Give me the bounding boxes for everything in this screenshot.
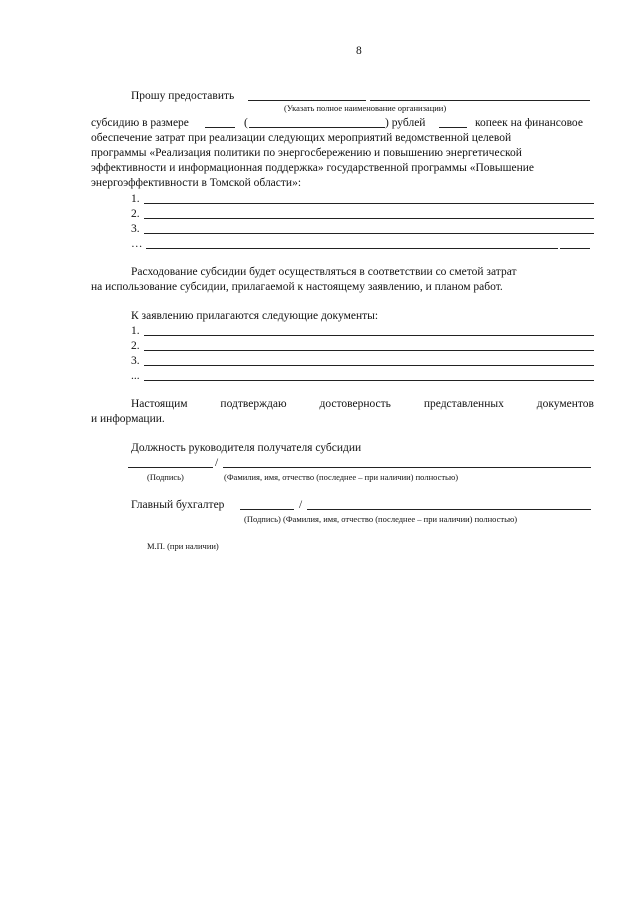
accountant-name-field[interactable] xyxy=(307,509,591,510)
confirmation-line-1 xyxy=(131,397,594,411)
subsidy-kopecks-label: копеек на финансовое xyxy=(475,117,583,129)
stamp-placeholder: М.П. (при наличии) xyxy=(147,541,219,551)
head-name-field[interactable] xyxy=(223,467,591,468)
expenditure-line-1: Расходование субсидии будет осуществляться в соответствии со сметой затрат xyxy=(131,266,517,278)
subsidy-text-line-3: программы «Реализация политики по энергосбережению и повышению энергетической xyxy=(91,147,522,159)
head-title: Должность руководителя получателя субсидии xyxy=(131,442,362,454)
accountant-slash: / xyxy=(299,499,303,511)
subsidy-open-paren: ( xyxy=(244,117,248,129)
accountant-signature-field[interactable] xyxy=(240,509,294,510)
attachment-field-more[interactable] xyxy=(144,380,594,381)
activity-field-more-b[interactable] xyxy=(560,248,590,249)
subsidy-amount-label: субсидию в размере xyxy=(91,117,189,129)
activity-field-3[interactable] xyxy=(144,233,594,234)
head-slash: / xyxy=(215,457,219,469)
attachment-number: 2. xyxy=(131,340,140,352)
org-name-hint: (Указать полное наименование организации) xyxy=(284,103,447,113)
accountant-hint: (Подпись) (Фамилия, имя, отчество (последнее – при наличии) полностью) xyxy=(244,514,518,524)
activity-number: 3. xyxy=(131,223,140,235)
attachments-heading: К заявлению прилагаются следующие документы: xyxy=(131,310,379,322)
org-name-field-b[interactable] xyxy=(370,100,590,101)
activity-number: … xyxy=(131,238,143,250)
confirm-word: Настоящим xyxy=(131,398,188,410)
attachment-field-1[interactable] xyxy=(144,335,594,336)
subsidy-text-line-2: обеспечение затрат при реализации следующих мероприятий ведомственной целевой xyxy=(91,132,512,144)
activity-number: 2. xyxy=(131,208,140,220)
head-name-hint: (Фамилия, имя, отчество (последнее – при наличии) полностью) xyxy=(224,472,459,482)
subsidy-text-line-4: эффективности и информационная поддержка» государственной программы «Повышение xyxy=(91,162,535,174)
head-signature-hint: (Подпись) xyxy=(147,472,184,482)
subsidy-text-line-5: энергоэффективности в Томской области»: xyxy=(91,177,302,189)
attachment-number: 3. xyxy=(131,355,140,367)
confirm-word: документов xyxy=(536,398,594,410)
attachment-field-3[interactable] xyxy=(144,365,594,366)
attachment-number: ... xyxy=(131,370,140,382)
head-signature-field[interactable] xyxy=(128,467,213,468)
accountant-title: Главный бухгалтер xyxy=(131,499,225,511)
confirm-word: подтверждаю xyxy=(220,398,287,410)
attachment-number: 1. xyxy=(131,325,140,337)
expenditure-line-2: на использование субсидии, прилагаемой к настоящему заявлению, и планом работ. xyxy=(91,281,503,293)
subsidy-amount-words-field[interactable] xyxy=(249,127,385,128)
subsidy-rubles-label: ) рублей xyxy=(385,117,426,129)
activity-field-2[interactable] xyxy=(144,218,594,219)
activity-field-1[interactable] xyxy=(144,203,594,204)
page-number: 8 xyxy=(356,45,362,57)
subsidy-amount-field[interactable] xyxy=(205,127,235,128)
activity-field-more-a[interactable] xyxy=(146,248,558,249)
confirmation-line-2: и информации. xyxy=(91,413,165,425)
subsidy-kopecks-field[interactable] xyxy=(439,127,467,128)
request-label: Прошу предоставить xyxy=(131,90,235,102)
activity-number: 1. xyxy=(131,193,140,205)
confirm-word: достоверность xyxy=(319,398,391,410)
attachment-field-2[interactable] xyxy=(144,350,594,351)
confirm-word: представленных xyxy=(423,398,504,410)
org-name-field-a[interactable] xyxy=(248,100,366,101)
